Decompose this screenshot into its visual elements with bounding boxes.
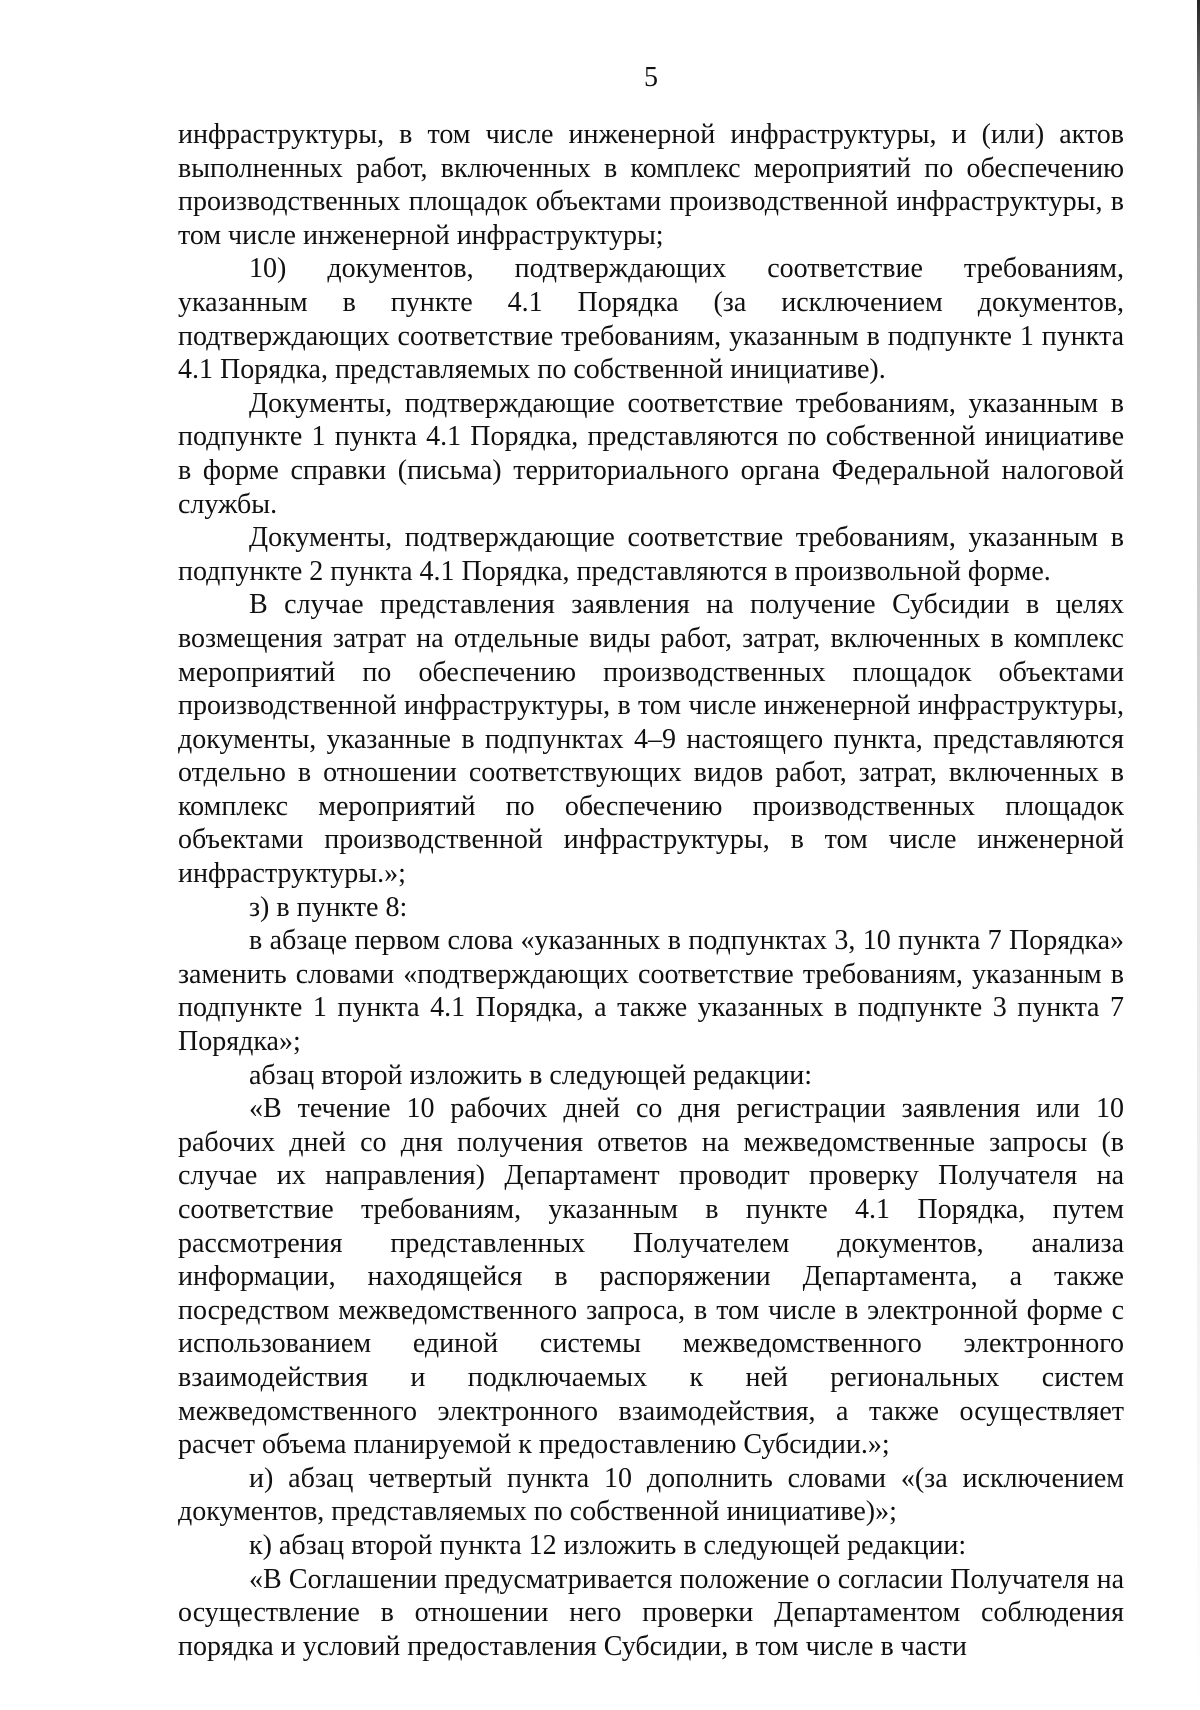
paragraph-4: Документы, подтверждающие соответствие требованиям, указанным в подпункте 2 пункта 4.1 Порядка, представляются в произвольной форме. [178, 522, 1124, 587]
paragraph-5: В случае представления заявления на получение Субсидии в целях возмещения затрат на отдельные виды работ, затрат, включенных в комплекс мероприятий по обеспечению производственных площадок объектами производственной инфраструктуры, в том числе инженерной инфраструктуры, документы, указанные в подпунктах 4–9 настоящего пункта, представляются отдельно в отношении соответствующих видов работ, затрат, включенных в комплекс мероприятий по обеспечению производственных площадок объектами производственной инфраструктуры, в том числе инженерной инфраструктуры.»; [178, 589, 1124, 890]
document-page [178, 58, 1124, 1663]
paragraph-12: «В Соглашении предусматривается положение о согласии Получателя на осуществление в отношении него проверки Департаментом соблюдения порядка и условий предоставления Субсидии, в том числе в части [178, 1563, 1124, 1662]
paragraph-7: в абзаце первом слова «указанных в подпунктах 3, 10 пункта 7 Порядка» заменить словами «подтверждающих соответствие требованиям, указанным в подпункте 1 пункта 4.1 Порядка, а также указанных в подпункте 3 пункта 7 Порядка»; [178, 925, 1124, 1058]
document-body [178, 118, 1124, 1663]
paragraph-10: и) абзац четвертый пункта 10 дополнить словами «(за исключением документов, представляемых по собственной инициативе)»; [178, 1462, 1124, 1528]
paragraph-1: инфраструктуры, в том числе инженерной инфраструктуры, и (или) актов выполненных работ, включенных в комплекс мероприятий по обеспечению производственных площадок объектами производственной инфраструктуры, в том числе инженерной инфраструктуры; [178, 119, 1124, 251]
paragraph-8: абзац второй изложить в следующей редакции: [249, 1059, 813, 1091]
paragraph-9: «В течение 10 рабочих дней со дня регистрации заявления или 10 рабочих дней со дня получения ответов на межведомственные запросы (в случае их направления) Департамент проводит проверку Получателя на соответствие требованиям, указанным в пункте 4.1 Порядка, путем рассмотрения представленных Получателем документов, анализа информации, находящейся в распоряжении Департамента, а также посредством межведомственного запроса, в том числе в электронной форме с использованием единой системы межведомственного электронного взаимодействия и подключаемых к ней региональных систем межведомственного электронного взаимодействия, а также осуществляет расчет объема планируемой к предоставлению Субсидии.»; [178, 1093, 1124, 1461]
paragraph-11: к) абзац второй пункта 12 изложить в следующей редакции: [249, 1529, 967, 1561]
page-number: 5 [644, 62, 658, 93]
paragraph-6: з) в пункте 8: [249, 891, 408, 923]
paragraph-3: Документы, подтверждающие соответствие требованиям, указанным в подпункте 1 пункта 4.1 Порядка, представляются по собственной инициативе в форме справки (письма) территориального органа Федеральной налоговой службы. [178, 387, 1124, 520]
paragraph-2: 10) документов, подтверждающих соответствие требованиям, указанным в пункте 4.1 Порядка (за исключением документов, подтверждающих соответствие требованиям, указанным в подпункте 1 пункта 4.1 Порядка, представляемых по собственной инициативе). [178, 253, 1124, 386]
